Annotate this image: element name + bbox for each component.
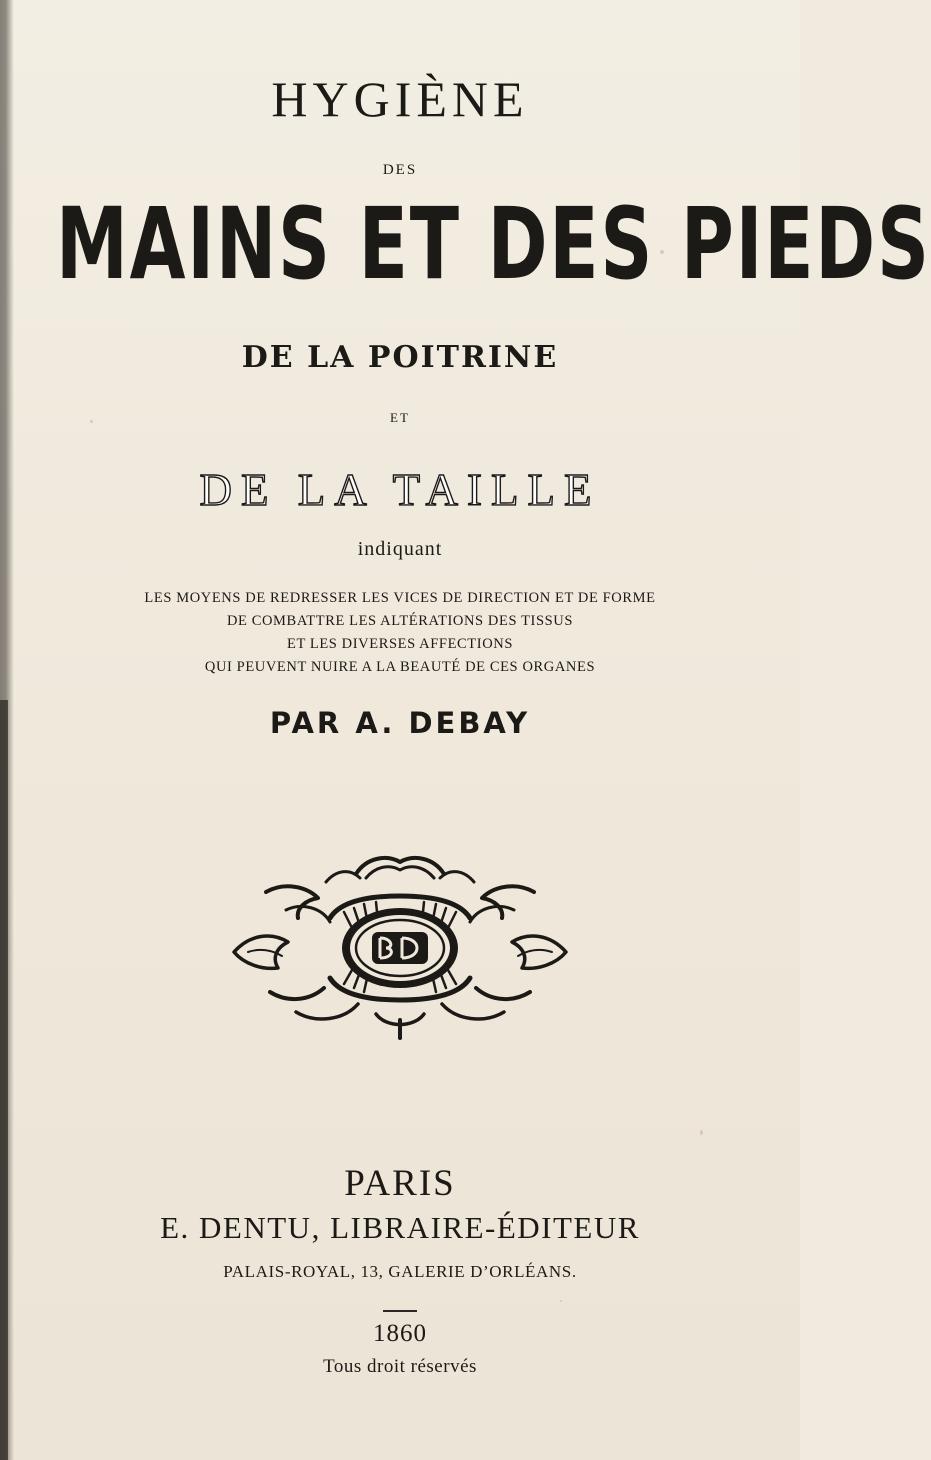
imprint-divider bbox=[383, 1310, 417, 1312]
title-hygiene: HYGIÈNE bbox=[271, 71, 529, 127]
imprint-year: 1860 bbox=[373, 1320, 427, 1347]
subtitle-line: LES MOYENS DE REDRESSER LES VICES DE DIRECTION ET DE FORME bbox=[144, 590, 656, 606]
publisher-monogram-ornament-icon bbox=[226, 852, 574, 1042]
subtitle-line: ET LES DIVERSES AFFECTIONS bbox=[286, 636, 513, 652]
paper-speck bbox=[560, 1300, 562, 1302]
author-line: PAR A. DEBAY bbox=[269, 706, 531, 740]
title-des: DES bbox=[382, 162, 418, 178]
subtitle-line: QUI PEUVENT NUIRE A LA BEAUTÉ DE CES ORGANES bbox=[204, 659, 596, 675]
imprint-address: PALAIS-ROYAL, 13, GALERIE D’ORLÉANS. bbox=[223, 1262, 577, 1281]
imprint-city: PARIS bbox=[344, 1163, 456, 1204]
imprint-publisher: E. DENTU, LIBRAIRE-ÉDITEUR bbox=[160, 1210, 640, 1245]
subtitle-line: DE COMBATTRE LES ALTÉRATIONS DES TISSUS bbox=[226, 613, 574, 629]
title-de-la-taille: DE LA TAILLE bbox=[199, 465, 601, 515]
title-et: ET bbox=[390, 410, 410, 425]
paper-speck bbox=[700, 1130, 703, 1135]
title-indiquant: indiquant bbox=[357, 538, 443, 560]
imprint-rights: Tous droit réservés bbox=[323, 1356, 477, 1377]
title-mains-et-des-pieds: MAINS ET DES PIEDS bbox=[56, 186, 931, 302]
title-de-la-poitrine: DE LA POITRINE bbox=[241, 340, 559, 375]
